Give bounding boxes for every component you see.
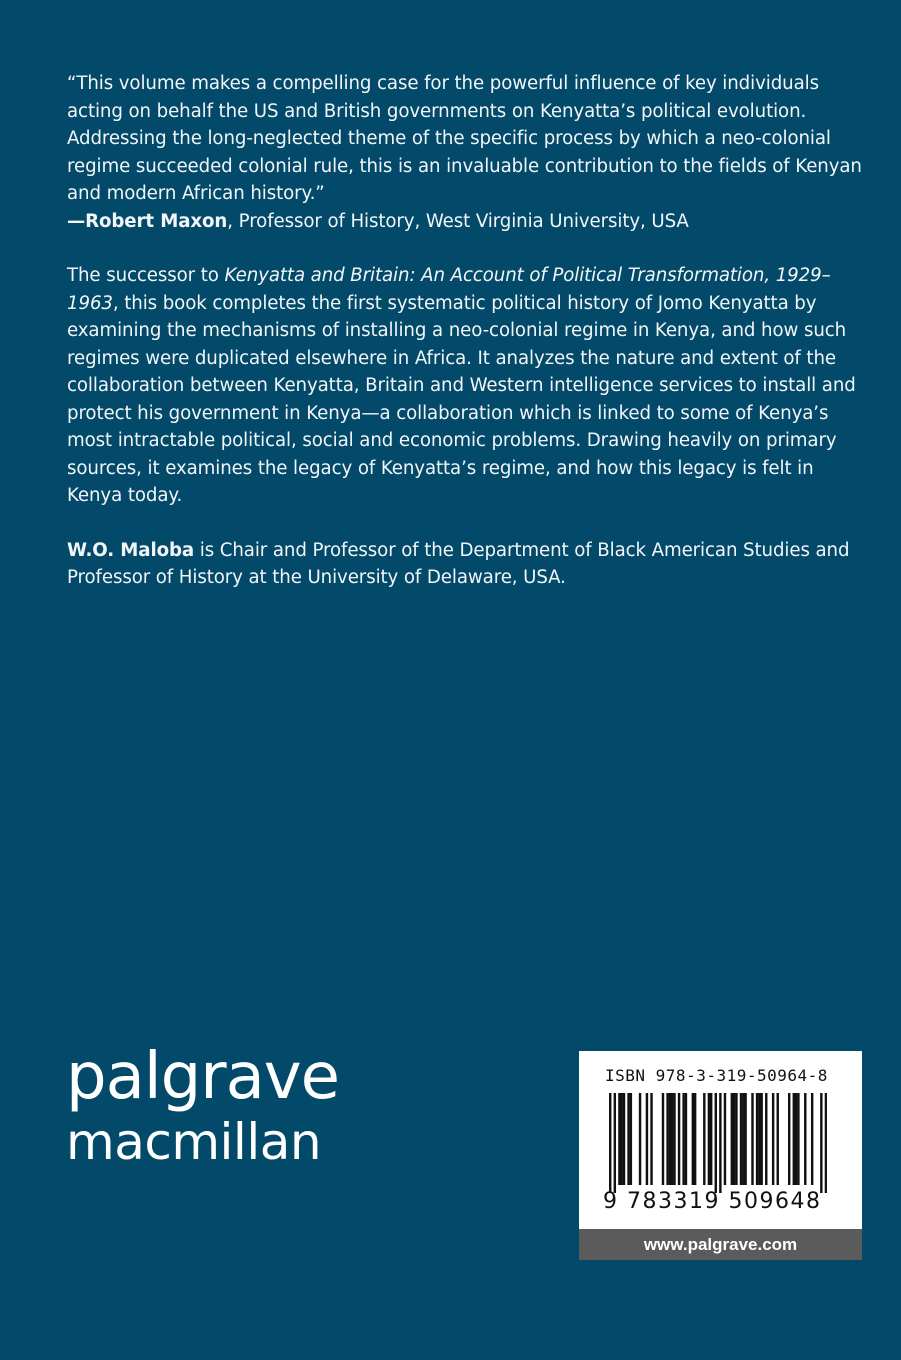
author-bio <box>67 537 867 592</box>
barcode-bar <box>811 1093 813 1185</box>
author-name: W.O. Maloba <box>67 539 195 561</box>
barcode-bar <box>671 1093 673 1185</box>
barcode-bar <box>772 1093 774 1185</box>
barcode-bar <box>825 1093 827 1193</box>
barcode-bar <box>742 1093 744 1185</box>
barcode-bar <box>685 1093 687 1185</box>
barcode-bar <box>804 1093 806 1185</box>
isbn-label: ISBN 978-3-319-50964-8 <box>605 1066 828 1085</box>
barcode-bar <box>650 1093 652 1185</box>
barcode-bar <box>703 1093 705 1185</box>
barcode-bar <box>788 1093 790 1185</box>
publisher-logo <box>66 1042 339 1172</box>
description-body: , this book completes the first systematic political history of Jomo Kenyatta by examining the mechanisms of installing a neo-colonial regime in Kenya, and how such regimes were duplicated elsewhere in Africa. It analyzes the nature and extent of the collaboration between Kenyatta, Britain and Western intelligence services to install and protect his government in Kenya—a collaboration which is linked to some of Kenya’s most intractable political, social and economic problems. Drawing heavily on primary sources, it examines the legacy of Kenyatta’s regime, and how this legacy is felt in Kenya today. <box>67 292 856 506</box>
barcode-bar <box>744 1093 746 1185</box>
barcode-bar <box>609 1093 611 1193</box>
barcode-bar <box>694 1093 696 1185</box>
barcode-bar <box>751 1093 753 1185</box>
publisher-website: www.palgrave.com <box>579 1229 862 1260</box>
barcode-bar <box>673 1093 675 1185</box>
barcode-bar <box>639 1093 641 1185</box>
quote-text: “This volume makes a compelling case for the powerful influence of key individuals acting on behalf the US and British governments on Kenyatta’s political evolution. Addressing the long-neglected theme of the specific process by which a neo-colonial regime succeeded colonial rule, this is an invaluable contribution to the fields of Kenyan and modern African history.” <box>67 73 862 204</box>
barcode-bar <box>758 1093 760 1185</box>
barcode-bar <box>630 1093 632 1185</box>
barcode-bar <box>618 1093 620 1185</box>
barcode-bar <box>662 1093 664 1185</box>
barcode-bar <box>724 1093 726 1185</box>
reviewer-title: , Professor of History, West Virginia University, USA <box>227 210 689 232</box>
book-description <box>67 262 867 510</box>
barcode-bar <box>710 1093 712 1185</box>
barcode-bar <box>666 1093 668 1185</box>
barcode-bar <box>740 1093 742 1185</box>
barcode-bar <box>760 1093 762 1185</box>
description-prefix: The successor to <box>67 265 225 286</box>
barcode-bar <box>669 1093 671 1185</box>
isbn-barcode <box>579 1051 862 1229</box>
barcode-bar <box>623 1093 625 1185</box>
barcode-bar <box>614 1093 616 1193</box>
barcode-bar <box>756 1093 758 1185</box>
barcode-bar <box>719 1093 721 1193</box>
barcode-bar <box>820 1093 822 1193</box>
logo-line-palgrave: palgrave <box>66 1040 340 1114</box>
review-quote <box>67 70 867 235</box>
barcode-bar <box>731 1093 733 1185</box>
author-bio-text: is Chair and Professor of the Department of Black American Studies and Professor of History at the University of Delaware, USA. <box>67 539 850 588</box>
barcode-digits: 9 783319 509648 <box>603 1189 822 1214</box>
barcode-bar <box>620 1093 622 1185</box>
barcode-bar <box>765 1093 767 1185</box>
barcode-bar <box>735 1093 737 1185</box>
barcode-bar <box>715 1093 717 1193</box>
predecessor-title: Kenyatta and Britain: An Account of Political Transformation, 1929–1963 <box>67 265 831 314</box>
barcode-bar <box>708 1093 710 1185</box>
barcode-bar <box>797 1093 799 1185</box>
quote-attribution <box>67 211 689 232</box>
barcode-bars <box>609 1093 827 1193</box>
barcode-bar <box>692 1093 694 1185</box>
barcode-bar <box>733 1093 735 1185</box>
barcode-bar <box>795 1093 797 1185</box>
barcode-bar <box>682 1093 684 1185</box>
back-cover-text <box>67 70 867 619</box>
reviewer-name: —Robert Maxon <box>67 210 228 232</box>
barcode-bar <box>793 1093 795 1185</box>
barcode-bar <box>777 1093 779 1185</box>
barcode-bar <box>646 1093 648 1185</box>
barcode-bar <box>627 1093 629 1185</box>
logo-line-macmillan: macmillan <box>66 1113 322 1171</box>
barcode-bar <box>678 1093 680 1185</box>
